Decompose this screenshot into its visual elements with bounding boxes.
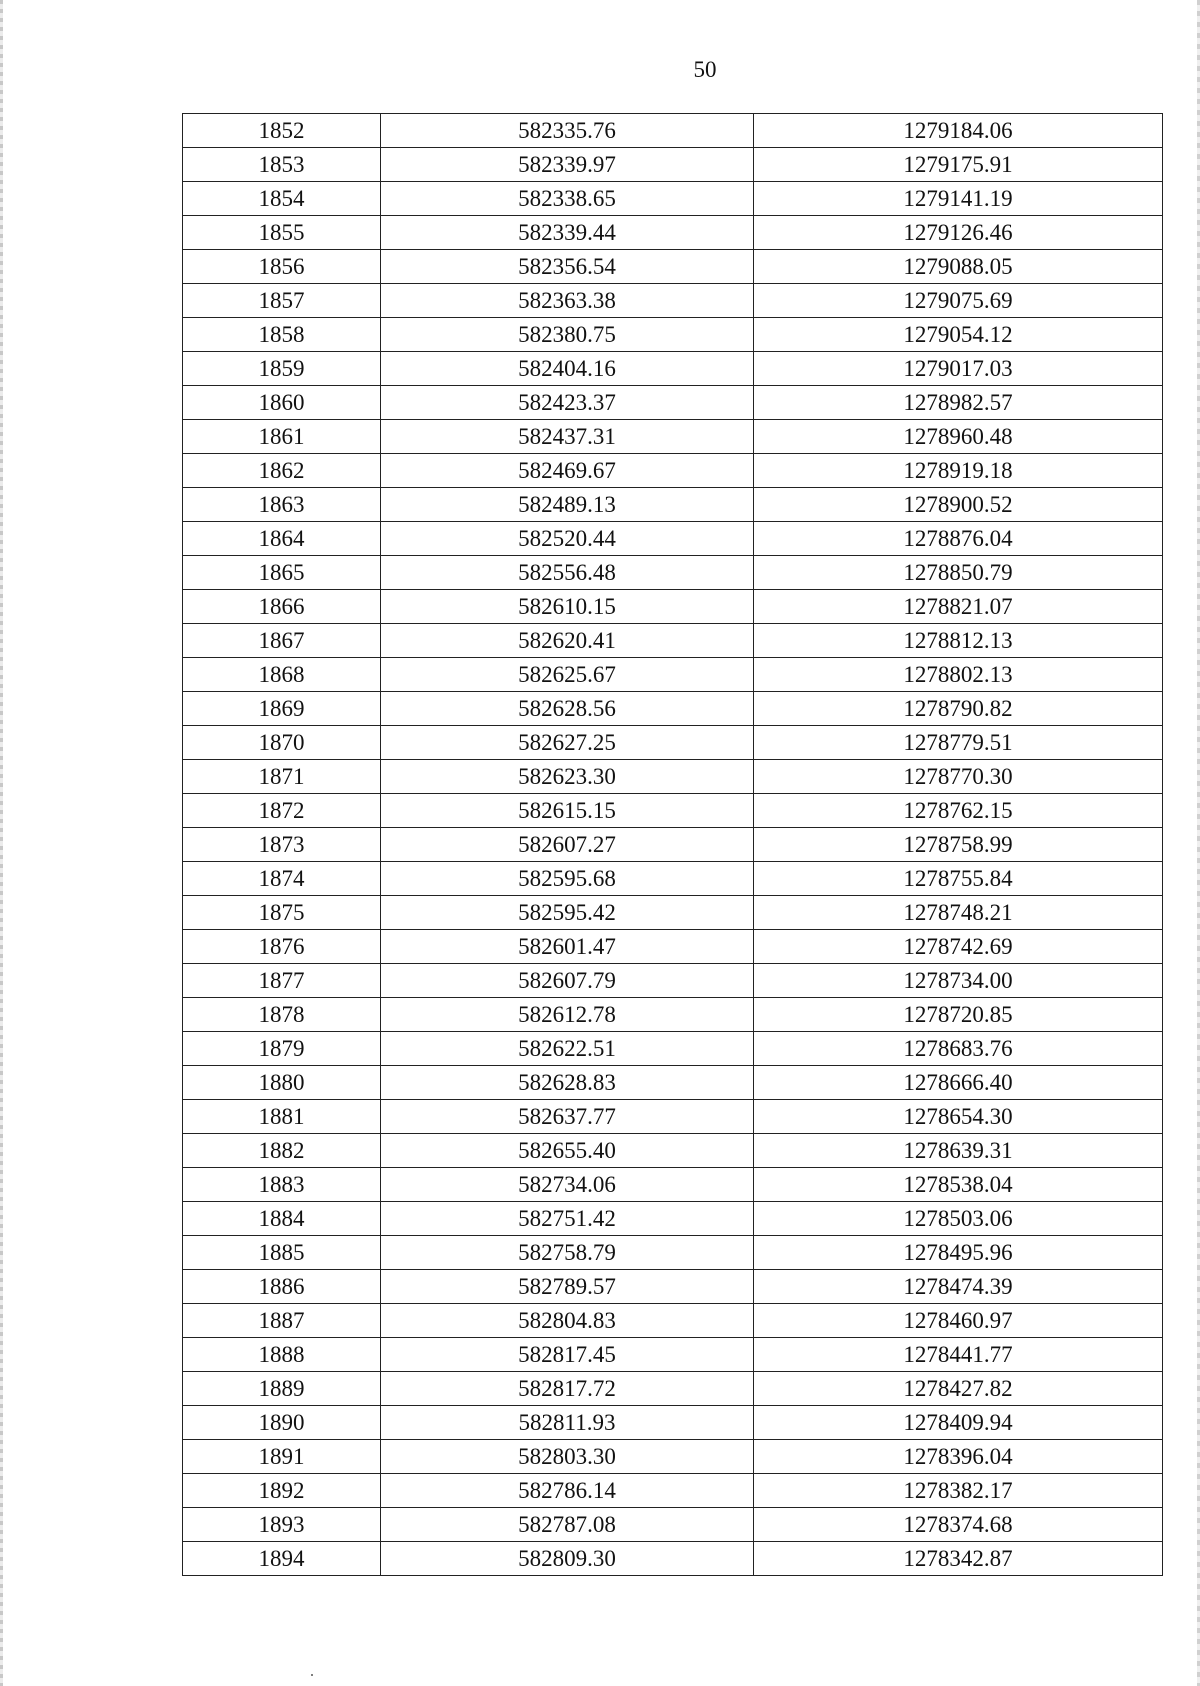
point-number-cell: 1868: [183, 658, 381, 692]
page-number: 50: [693, 57, 717, 82]
x-coordinate-cell: 582423.37: [381, 386, 754, 420]
table-row: [183, 930, 1163, 964]
y-coordinate-cell: 1278427.82: [754, 1372, 1163, 1406]
table-row: [183, 488, 1163, 522]
y-coordinate-cell: 1278654.30: [754, 1100, 1163, 1134]
x-coordinate-cell: 582595.42: [381, 896, 754, 930]
point-number-cell: 1867: [183, 624, 381, 658]
table-row: [183, 692, 1163, 726]
x-coordinate-cell: 582338.65: [381, 182, 754, 216]
x-coordinate-cell: 582628.83: [381, 1066, 754, 1100]
point-number-cell: 1859: [183, 352, 381, 386]
y-coordinate-cell: 1278779.51: [754, 726, 1163, 760]
table-row: [183, 1338, 1163, 1372]
y-coordinate-cell: 1278538.04: [754, 1168, 1163, 1202]
y-coordinate-cell: 1278960.48: [754, 420, 1163, 454]
point-number-cell: 1876: [183, 930, 381, 964]
x-coordinate-cell: 582556.48: [381, 556, 754, 590]
x-coordinate-cell: 582339.97: [381, 148, 754, 182]
y-coordinate-cell: 1278720.85: [754, 998, 1163, 1032]
point-number-cell: 1869: [183, 692, 381, 726]
y-coordinate-cell: 1278770.30: [754, 760, 1163, 794]
table-row: [183, 284, 1163, 318]
point-number-cell: 1877: [183, 964, 381, 998]
point-number-cell: 1872: [183, 794, 381, 828]
x-coordinate-cell: 582655.40: [381, 1134, 754, 1168]
x-coordinate-cell: 582811.93: [381, 1406, 754, 1440]
y-coordinate-cell: 1278495.96: [754, 1236, 1163, 1270]
y-coordinate-cell: 1279184.06: [754, 114, 1163, 148]
y-coordinate-cell: 1278748.21: [754, 896, 1163, 930]
point-number-cell: 1871: [183, 760, 381, 794]
point-number-cell: 1856: [183, 250, 381, 284]
table-row: [183, 828, 1163, 862]
x-coordinate-cell: 582601.47: [381, 930, 754, 964]
table-row: [183, 658, 1163, 692]
x-coordinate-cell: 582789.57: [381, 1270, 754, 1304]
x-coordinate-cell: 582437.31: [381, 420, 754, 454]
x-coordinate-cell: 582469.67: [381, 454, 754, 488]
x-coordinate-cell: 582404.16: [381, 352, 754, 386]
y-coordinate-cell: 1278821.07: [754, 590, 1163, 624]
point-number-cell: 1882: [183, 1134, 381, 1168]
y-coordinate-cell: 1278742.69: [754, 930, 1163, 964]
table-row: [183, 624, 1163, 658]
y-coordinate-cell: 1278850.79: [754, 556, 1163, 590]
point-number-cell: 1873: [183, 828, 381, 862]
y-coordinate-cell: 1278758.99: [754, 828, 1163, 862]
y-coordinate-cell: 1278790.82: [754, 692, 1163, 726]
point-number-cell: 1893: [183, 1508, 381, 1542]
table-row: [183, 726, 1163, 760]
x-coordinate-cell: 582734.06: [381, 1168, 754, 1202]
x-coordinate-cell: 582623.30: [381, 760, 754, 794]
table-row: [183, 590, 1163, 624]
y-coordinate-cell: 1278396.04: [754, 1440, 1163, 1474]
x-coordinate-cell: 582622.51: [381, 1032, 754, 1066]
table-row: [183, 250, 1163, 284]
x-coordinate-cell: 582615.15: [381, 794, 754, 828]
y-coordinate-cell: 1278802.13: [754, 658, 1163, 692]
table-row: [183, 182, 1163, 216]
point-number-cell: 1887: [183, 1304, 381, 1338]
table-row: [183, 1202, 1163, 1236]
x-coordinate-cell: 582363.38: [381, 284, 754, 318]
point-number-cell: 1881: [183, 1100, 381, 1134]
point-number-cell: 1875: [183, 896, 381, 930]
point-number-cell: 1863: [183, 488, 381, 522]
table-row: [183, 1134, 1163, 1168]
x-coordinate-cell: 582804.83: [381, 1304, 754, 1338]
point-number-cell: 1888: [183, 1338, 381, 1372]
x-coordinate-cell: 582787.08: [381, 1508, 754, 1542]
x-coordinate-cell: 582809.30: [381, 1542, 754, 1576]
y-coordinate-cell: 1278755.84: [754, 862, 1163, 896]
y-coordinate-cell: 1279141.19: [754, 182, 1163, 216]
y-coordinate-cell: 1278474.39: [754, 1270, 1163, 1304]
y-coordinate-cell: 1278374.68: [754, 1508, 1163, 1542]
coordinates-table: [182, 113, 1163, 1576]
point-number-cell: 1892: [183, 1474, 381, 1508]
point-number-cell: 1865: [183, 556, 381, 590]
table-row: [183, 216, 1163, 250]
y-coordinate-cell: 1279088.05: [754, 250, 1163, 284]
table-row: [183, 1304, 1163, 1338]
point-number-cell: 1852: [183, 114, 381, 148]
point-number-cell: 1870: [183, 726, 381, 760]
y-coordinate-cell: 1279175.91: [754, 148, 1163, 182]
table-row: [183, 1474, 1163, 1508]
x-coordinate-cell: 582628.56: [381, 692, 754, 726]
table-row: [183, 522, 1163, 556]
table-row: [183, 1440, 1163, 1474]
x-coordinate-cell: 582595.68: [381, 862, 754, 896]
point-number-cell: 1858: [183, 318, 381, 352]
y-coordinate-cell: 1278762.15: [754, 794, 1163, 828]
y-coordinate-cell: 1278382.17: [754, 1474, 1163, 1508]
point-number-cell: 1890: [183, 1406, 381, 1440]
table-row: [183, 352, 1163, 386]
point-number-cell: 1889: [183, 1372, 381, 1406]
y-coordinate-cell: 1278342.87: [754, 1542, 1163, 1576]
y-coordinate-cell: 1278982.57: [754, 386, 1163, 420]
y-coordinate-cell: 1278683.76: [754, 1032, 1163, 1066]
table-row: [183, 760, 1163, 794]
y-coordinate-cell: 1278812.13: [754, 624, 1163, 658]
x-coordinate-cell: 582520.44: [381, 522, 754, 556]
point-number-cell: 1879: [183, 1032, 381, 1066]
x-coordinate-cell: 582751.42: [381, 1202, 754, 1236]
point-number-cell: 1894: [183, 1542, 381, 1576]
point-number-cell: 1880: [183, 1066, 381, 1100]
point-number-cell: 1860: [183, 386, 381, 420]
point-number-cell: 1854: [183, 182, 381, 216]
x-coordinate-cell: 582607.27: [381, 828, 754, 862]
y-coordinate-cell: 1279126.46: [754, 216, 1163, 250]
y-coordinate-cell: 1279054.12: [754, 318, 1163, 352]
y-coordinate-cell: 1278503.06: [754, 1202, 1163, 1236]
y-coordinate-cell: 1278441.77: [754, 1338, 1163, 1372]
x-coordinate-cell: 582758.79: [381, 1236, 754, 1270]
scan-edge-left: [0, 0, 3, 1686]
y-coordinate-cell: 1279017.03: [754, 352, 1163, 386]
scan-speck: [311, 1674, 313, 1676]
table-row: [183, 896, 1163, 930]
coordinates-table-body: [183, 114, 1163, 1576]
table-row: [183, 1236, 1163, 1270]
table-row: [183, 420, 1163, 454]
y-coordinate-cell: 1278876.04: [754, 522, 1163, 556]
table-row: [183, 794, 1163, 828]
x-coordinate-cell: 582637.77: [381, 1100, 754, 1134]
y-coordinate-cell: 1278900.52: [754, 488, 1163, 522]
point-number-cell: 1891: [183, 1440, 381, 1474]
point-number-cell: 1878: [183, 998, 381, 1032]
table-row: [183, 114, 1163, 148]
x-coordinate-cell: 582339.44: [381, 216, 754, 250]
y-coordinate-cell: 1278639.31: [754, 1134, 1163, 1168]
x-coordinate-cell: 582335.76: [381, 114, 754, 148]
y-coordinate-cell: 1278409.94: [754, 1406, 1163, 1440]
x-coordinate-cell: 582610.15: [381, 590, 754, 624]
x-coordinate-cell: 582607.79: [381, 964, 754, 998]
y-coordinate-cell: 1279075.69: [754, 284, 1163, 318]
table-row: [183, 386, 1163, 420]
table-row: [183, 1542, 1163, 1576]
table-row: [183, 148, 1163, 182]
x-coordinate-cell: 582803.30: [381, 1440, 754, 1474]
table-row: [183, 1100, 1163, 1134]
table-row: [183, 318, 1163, 352]
x-coordinate-cell: 582356.54: [381, 250, 754, 284]
table-row: [183, 1508, 1163, 1542]
x-coordinate-cell: 582489.13: [381, 488, 754, 522]
x-coordinate-cell: 582786.14: [381, 1474, 754, 1508]
table-row: [183, 1406, 1163, 1440]
point-number-cell: 1884: [183, 1202, 381, 1236]
table-row: [183, 454, 1163, 488]
x-coordinate-cell: 582620.41: [381, 624, 754, 658]
table-row: [183, 998, 1163, 1032]
point-number-cell: 1862: [183, 454, 381, 488]
x-coordinate-cell: 582627.25: [381, 726, 754, 760]
point-number-cell: 1855: [183, 216, 381, 250]
point-number-cell: 1874: [183, 862, 381, 896]
x-coordinate-cell: 582625.67: [381, 658, 754, 692]
y-coordinate-cell: 1278734.00: [754, 964, 1163, 998]
table-row: [183, 556, 1163, 590]
table-row: [183, 1168, 1163, 1202]
point-number-cell: 1886: [183, 1270, 381, 1304]
y-coordinate-cell: 1278460.97: [754, 1304, 1163, 1338]
table-row: [183, 862, 1163, 896]
table-row: [183, 1032, 1163, 1066]
table-row: [183, 964, 1163, 998]
x-coordinate-cell: 582817.45: [381, 1338, 754, 1372]
point-number-cell: 1857: [183, 284, 381, 318]
x-coordinate-cell: 582817.72: [381, 1372, 754, 1406]
y-coordinate-cell: 1278666.40: [754, 1066, 1163, 1100]
x-coordinate-cell: 582380.75: [381, 318, 754, 352]
point-number-cell: 1853: [183, 148, 381, 182]
point-number-cell: 1883: [183, 1168, 381, 1202]
x-coordinate-cell: 582612.78: [381, 998, 754, 1032]
y-coordinate-cell: 1278919.18: [754, 454, 1163, 488]
table-row: [183, 1372, 1163, 1406]
point-number-cell: 1885: [183, 1236, 381, 1270]
point-number-cell: 1866: [183, 590, 381, 624]
table-row: [183, 1066, 1163, 1100]
point-number-cell: 1861: [183, 420, 381, 454]
point-number-cell: 1864: [183, 522, 381, 556]
table-row: [183, 1270, 1163, 1304]
